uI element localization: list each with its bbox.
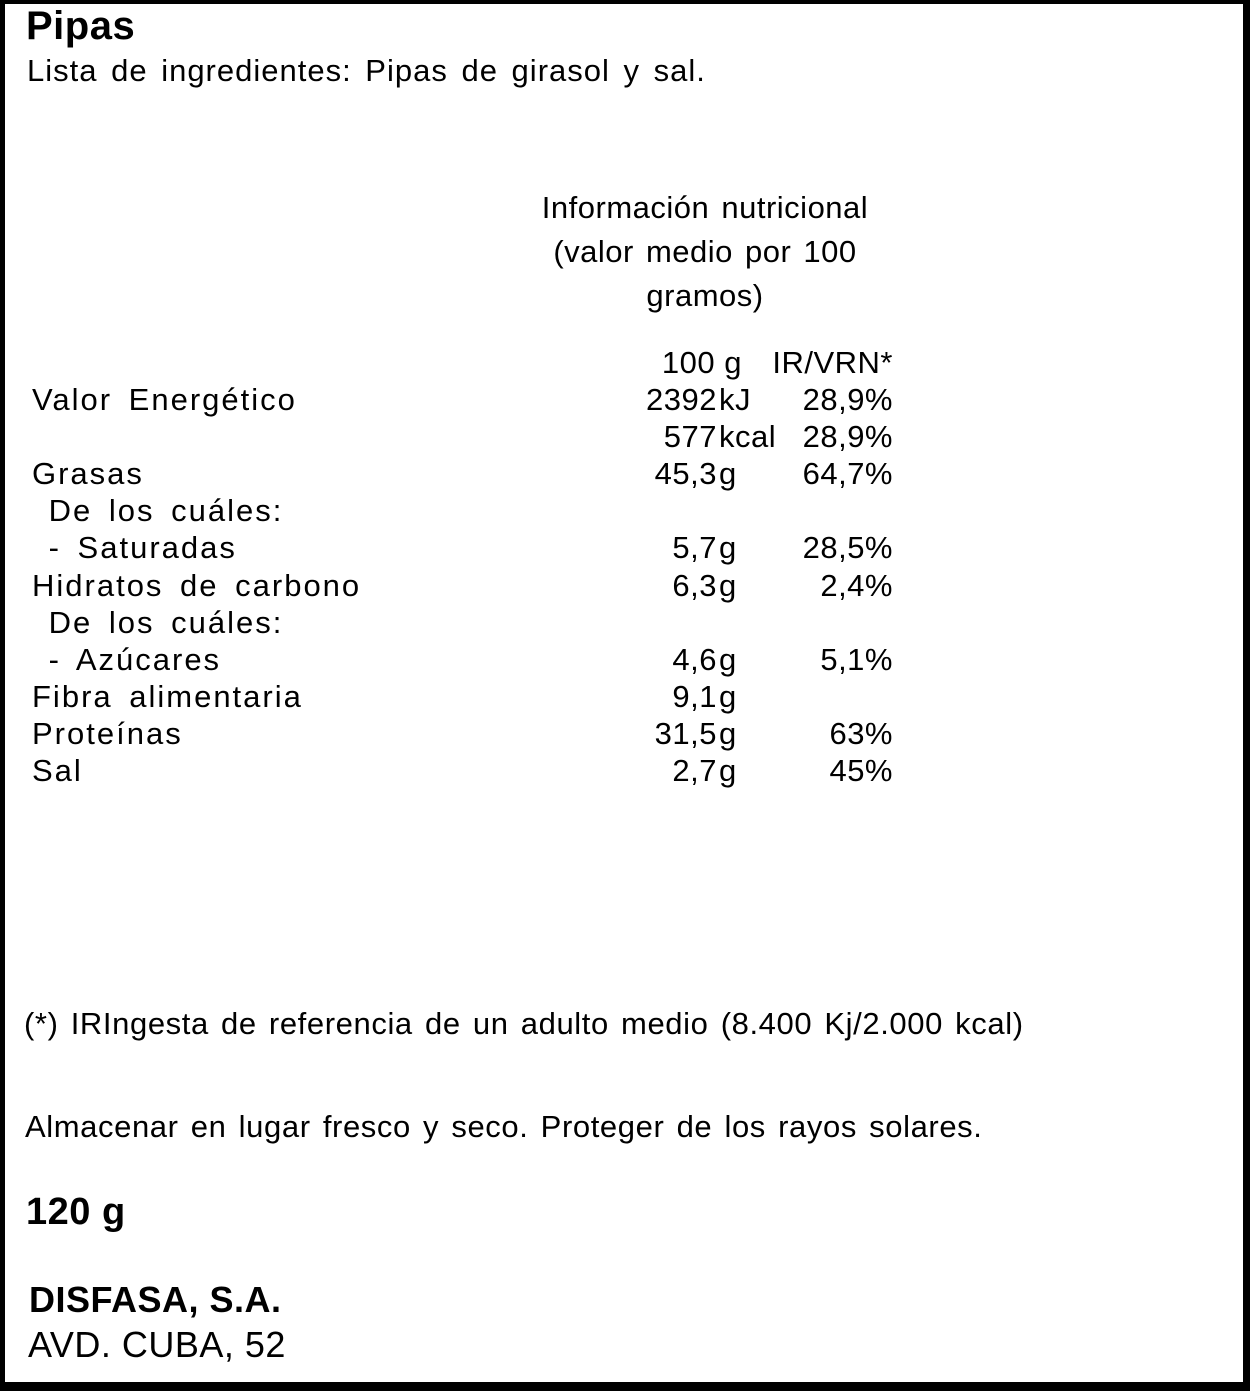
nutrition-heading-line-3: gramos)	[646, 278, 764, 313]
nutrient-amount: 6,3	[672, 567, 717, 603]
nutrient-amount: 45,3	[654, 456, 717, 492]
nutrient-unit: g	[719, 456, 737, 492]
nutrient-unit: kcal	[719, 419, 777, 455]
nutrition-row	[32, 418, 893, 455]
nutrient-pct: 2,4%	[820, 567, 893, 603]
nutrient-label: Grasas	[32, 456, 144, 492]
storage-note: Almacenar en lugar fresco y seco. Proteger de los rayos solares.	[25, 1109, 983, 1144]
nutrient-amount: 31,5	[654, 715, 717, 751]
nutrient-label: Proteínas	[32, 715, 183, 751]
nutrition-row	[32, 641, 893, 678]
nutrient-unit: g	[719, 530, 737, 566]
nutrient-pct: 28,9%	[802, 419, 893, 455]
nutrient-label: - Azúcares	[32, 641, 222, 677]
nutrient-label: De los cuáles:	[32, 604, 284, 640]
nutrient-label: De los cuáles:	[32, 493, 284, 529]
nutrient-label: Valor Energético	[32, 382, 297, 418]
nutrient-pct: 28,9%	[802, 382, 893, 418]
nutrient-pct: 64,7%	[802, 456, 893, 492]
product-title: Pipas	[26, 4, 136, 48]
nutrient-label: - Saturadas	[32, 530, 237, 566]
nutrition-heading-line-2: (valor medio por 100	[553, 234, 857, 269]
nutrition-row	[32, 678, 893, 715]
nutrient-pct: 5,1%	[820, 641, 893, 677]
nutrition-header-row	[32, 344, 893, 381]
nutrient-pct: 28,5%	[802, 530, 893, 566]
nutrition-row	[32, 381, 893, 418]
nutrition-row	[32, 529, 893, 566]
nutrient-unit: g	[719, 715, 737, 751]
column-header-amount: 100 g	[661, 345, 742, 380]
nutrient-unit: g	[719, 567, 737, 603]
ingredients-line: Lista de ingredientes: Pipas de girasol y sal.	[27, 53, 706, 88]
nutrient-unit: kJ	[719, 382, 751, 418]
nutrient-amount: 5,7	[672, 530, 717, 566]
nutrient-unit: g	[719, 753, 737, 789]
nutrition-row	[32, 492, 893, 529]
nutrition-table	[32, 344, 893, 789]
nutrient-unit: g	[719, 678, 737, 714]
nutrient-label: Sal	[32, 753, 83, 789]
nutrient-amount: 577	[663, 419, 717, 455]
nutrient-amount: 2,7	[672, 753, 717, 789]
manufacturer-address: AVD. CUBA, 52	[28, 1324, 286, 1365]
column-header-pct: IR/VRN*	[772, 345, 893, 380]
reference-intake-footnote: (*) IRIngesta de referencia de un adulto medio (8.400 Kj/2.000 kcal)	[24, 1006, 1024, 1041]
nutrient-amount: 4,6	[672, 641, 717, 677]
nutrition-row	[32, 715, 893, 752]
nutrition-row	[32, 752, 893, 789]
manufacturer-name: DISFASA, S.A.	[29, 1279, 282, 1320]
nutrient-unit: g	[719, 641, 737, 677]
nutrient-label: Fibra alimentaria	[32, 678, 303, 714]
nutrient-label: Hidratos de carbono	[32, 567, 362, 603]
nutrition-heading	[330, 186, 1080, 318]
nutrient-amount: 2392	[646, 382, 717, 418]
nutrition-row	[32, 604, 893, 641]
nutrient-amount: 9,1	[672, 678, 717, 714]
nutrition-row	[32, 455, 893, 492]
nutrient-pct: 63%	[829, 715, 893, 751]
nutrition-row	[32, 567, 893, 604]
nutrition-heading-line-1: Información nutricional	[541, 190, 869, 225]
nutrient-pct: 45%	[829, 753, 893, 789]
net-weight: 120 g	[26, 1191, 126, 1233]
